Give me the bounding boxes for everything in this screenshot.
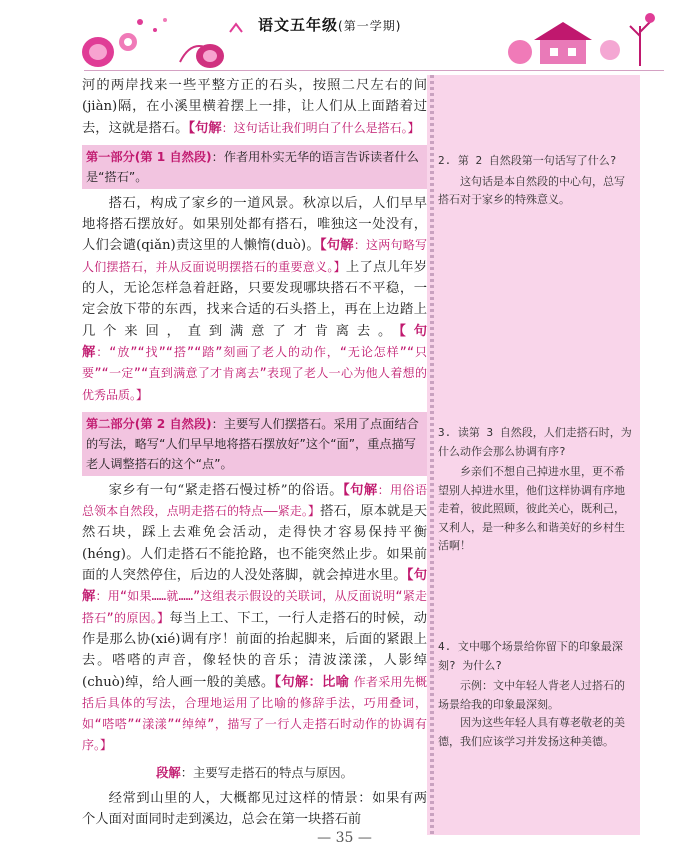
paragraph-summary: 段解：主要写走搭石的特点与原因。	[156, 765, 353, 780]
answer-4-reason: 因为这些年轻人具有尊老敬老的美德，我们应该学习并发扬这种美德。	[438, 716, 625, 748]
header-title: 语文五年级(第一学期)	[258, 16, 402, 34]
right-house-decoration	[500, 6, 670, 70]
section-1-summary: 第一部分(第 1 自然段)：作者用朴实无华的语言告诉读者什么是“搭石”。	[82, 145, 427, 189]
paragraph-1: 搭石，构成了家乡的一道风景。秋凉以后，人们早早地将搭石摆放好。如果别处都有搭石，唯独这一处没有，人们会谴(qiǎn)责这里的人懒惰(duò)。【句解：这两句略写人们摆搭石，并从反面说明摆搭石的重要意义。】上了点儿年岁的人，无论怎样急着赶路，只要发现哪块搭石不平稳，一定会放下带的东西，找来合适的石头搭上，再在上边踏上几个来回，直到满意了才肯离去。【句解：“放”“找”“搭”“踏”刻画了老人的动作，“无论怎样”“只要”“一定”“直到满意了才肯离去”表现了老人一心为他人着想的优秀品质。】	[82, 195, 427, 402]
question-4	[438, 638, 634, 751]
question-4-text: 4. 文中哪个场景给你留下的印象最深刻? 为什么?	[438, 640, 623, 672]
section-2-summary: 第二部分(第 2 自然段)：主要写人们摆搭石。采用了点面结合的写法，略写“人们早早地将搭石摆放好”这个“面”，重点描写老人调整搭石的这个“点”。	[82, 412, 427, 476]
paragraph-2: 家乡有一句“紧走搭石慢过桥”的俗语。【句解：用俗语总领本自然段，点明走搭石的特点——紧走。】搭石，原本就是天然石块，踩上去难免会活动，走得快才容易保持平衡(héng)。人们走搭石不能抢路，也不能突然止步。如果前面的人突然停住，后边的人没处落脚，就会掉进水里。【句解：用“如果……就……”这组表示假设的关联词，从反面说明“紧走搭石”的原因。】每当上工、下工，一行人走搭石的时候，动作是那么协(xié)调有序！前面的抬起脚来，后面的紧跟上去。嗒嗒的声音，像轻快的音乐；清波漾漾，人影绰(chuò)绰，给人画一般的美感。【句解：比喻 作者采用先概括后具体的写法，合理地运用了比喻的修辞手法，巧用叠词，如“嗒嗒”“漾漾”“绰绰”，描写了一行人走搭石时动作的协调有序。】	[82, 482, 428, 753]
page-header	[0, 0, 689, 75]
question-3-text: 3. 读第 3 自然段，人们走搭石时，为什么动作会那么协调有序?	[438, 426, 632, 458]
answer-4-example: 示例：文中年轻人背老人过搭石的场景给我的印象最深刻。	[438, 679, 625, 711]
header-divider	[84, 70, 664, 71]
answer-3-text: 乡亲们不想自己掉进水里，更不希望别人掉进水里，他们这样协调有序地走着，彼此照顾，彼此关心，既利己，又利人，是一种多么和谐美好的乡村生活啊！	[438, 465, 625, 552]
main-text-column	[82, 75, 427, 835]
paragraph-3: 经常到山里的人，大概都见过这样的情景：如果有两个人面对面同时走到溪边，总会在第一块搭石前	[82, 791, 427, 828]
paragraph-0: 河的两岸找来一些平整方正的石头，按照二尺左右的间(jiàn)隔，在小溪里横着摆上一排，让人们从上面踏着过去，这就是搭石。【句解：这句话让我们明白了什么是搭石。】	[82, 78, 427, 136]
left-flower-decoration	[80, 12, 250, 70]
question-2	[438, 152, 634, 210]
question-2-text: 2. 第 2 自然段第一句话写了什么?	[438, 154, 617, 167]
side-dotted-divider	[430, 75, 434, 835]
page-number: — 35 —	[317, 830, 372, 846]
question-3	[438, 424, 634, 556]
answer-2-text: 这句话是本自然段的中心句，总写搭石对于家乡的特殊意义。	[438, 174, 625, 206]
